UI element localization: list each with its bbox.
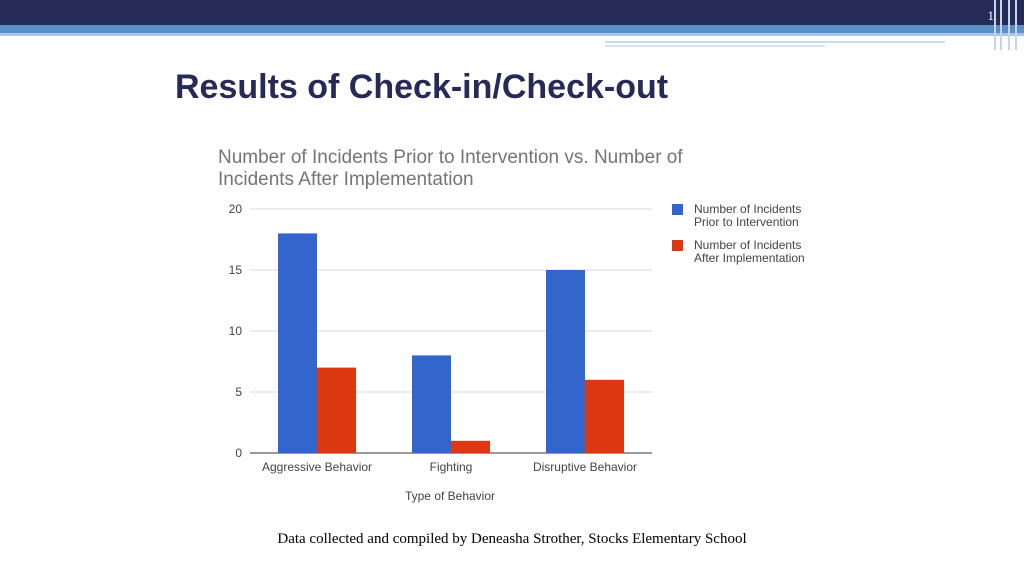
decorative-band xyxy=(0,25,1024,33)
chart-title-line-1: Number of Incidents Prior to Intervention vs. Number of xyxy=(218,147,683,168)
legend-swatch-after xyxy=(672,240,683,251)
x-tick-label: Aggressive Behavior xyxy=(261,460,373,474)
data-source-caption: Data collected and compiled by Deneasha Strother, Stocks Elementary School xyxy=(277,531,747,547)
legend-label-prior-line-2: Prior to Intervention xyxy=(694,215,799,229)
x-tick-label: Fighting xyxy=(429,460,473,474)
legend-label-after-line-2: After Implementation xyxy=(694,251,805,265)
bar-after-aggressive-behavior xyxy=(317,368,356,453)
x-tick-label: Disruptive Behavior xyxy=(532,460,638,474)
legend-label-after-line-1: Number of Incidents xyxy=(694,238,802,252)
bar-chart xyxy=(200,138,840,518)
bar-prior-fighting xyxy=(412,355,451,453)
y-axis-tick-labels xyxy=(229,202,243,460)
slide-title: Results of Check-in/Check-out xyxy=(175,68,669,106)
top-bar xyxy=(0,0,1024,25)
y-tick-label: 0 xyxy=(235,446,242,460)
y-tick-label: 5 xyxy=(235,385,242,399)
decorative-line-short xyxy=(605,45,825,47)
chart-bars xyxy=(278,233,624,453)
x-axis-label: Type of Behavior xyxy=(404,489,496,503)
y-tick-label: 15 xyxy=(228,263,242,277)
bar-prior-aggressive-behavior xyxy=(278,233,317,453)
y-tick-label: 10 xyxy=(228,324,242,338)
bar-prior-disruptive-behavior xyxy=(546,270,585,453)
chart-legend xyxy=(672,202,805,265)
x-axis-tick-labels xyxy=(262,460,637,474)
chart-title xyxy=(218,147,683,190)
slide-number: 1 xyxy=(987,8,994,23)
bar-after-disruptive-behavior xyxy=(585,380,624,453)
chart-title-line-2: Incidents After Implementation xyxy=(218,169,474,190)
legend-swatch-prior xyxy=(672,204,683,215)
legend-label-prior-line-1: Number of Incidents xyxy=(694,202,802,216)
bar-after-fighting xyxy=(451,441,490,453)
y-tick-label: 20 xyxy=(228,202,242,216)
decorative-line xyxy=(605,41,945,43)
